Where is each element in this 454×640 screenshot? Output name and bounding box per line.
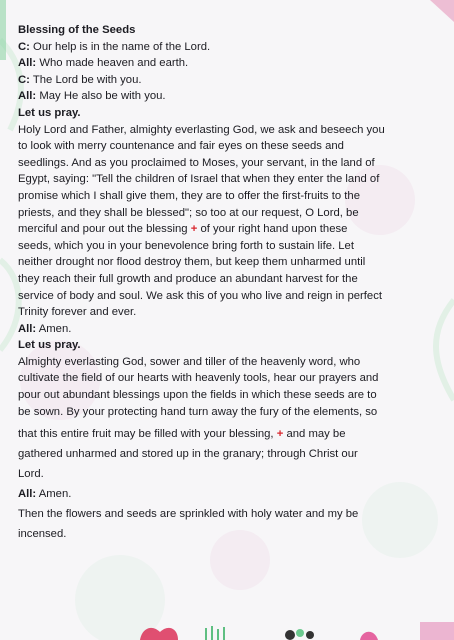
- prayer-heading: Let us pray.: [18, 339, 81, 352]
- prayer-line: seedlings. And as you proclaimed to Moses, your servant, in the land of: [18, 156, 375, 169]
- leaf-decoration: [436, 300, 454, 400]
- speaker-label: All:: [18, 57, 37, 70]
- amen-line: All: Amen.: [18, 488, 72, 501]
- speaker-label: All:: [18, 488, 37, 501]
- prayer-line: neither drought nor flood destroy them, but keep them unharmed until: [18, 256, 366, 269]
- prayer-line: promise which I shall give them, they are to offer the first-fruits to the: [18, 189, 360, 202]
- amen-line: All: Amen.: [18, 322, 72, 335]
- document-title: Blessing of the Seeds: [18, 24, 136, 36]
- leaf-decoration: [0, 260, 19, 350]
- dialogue-text: The Lord be with you.: [29, 73, 142, 86]
- prayer-line: Egypt, saying: "Tell the children of Israel that when they enter the land of: [18, 173, 380, 186]
- red-cross-icon: +: [276, 428, 284, 441]
- prayer-line: seeds, which you in your benevolence bring forth to sustain life. Let: [18, 239, 354, 252]
- prayer-line: Lord.: [18, 468, 44, 481]
- prayer-line: gathered unharmed and stored up in the granary; through Christ our: [18, 448, 358, 461]
- prayer-line-with-cross: merciful and pour out the blessing + of your right hand upon these: [18, 223, 348, 236]
- prayer-line: service of body and soul. We ask this of you who live and reign in perfect: [18, 289, 382, 302]
- edge-decoration: [0, 0, 6, 60]
- prayer-line-with-cross: that this entire fruit may be filled with your blessing, + and may be: [18, 428, 346, 441]
- speaker-label: All:: [18, 90, 37, 103]
- prayer-line: to look with merry countenance and fair eyes on these seeds and: [18, 140, 344, 153]
- prayer-line: cultivate the field of our hearts with heavenly tools, hear our prayers and: [18, 372, 379, 385]
- speaker-label: All:: [18, 322, 37, 335]
- prayer-line: they reach their full growth and produce an abundant harvest for the: [18, 272, 358, 285]
- prayer-line: priests, and they shall be blessed"; so too at our request, O Lord, be: [18, 206, 359, 219]
- speaker-label: C:: [18, 40, 30, 53]
- dialogue-text: Who made heaven and earth.: [36, 57, 189, 70]
- flower-decoration: [75, 555, 165, 640]
- bottom-flower-strip: [140, 622, 454, 640]
- prayer-line: be sown. By your protecting hand turn away the fury of the elements, so: [18, 405, 378, 418]
- dialogue-line: [18, 55, 436, 72]
- speaker-label: C:: [18, 73, 30, 86]
- prayer-heading: Let us pray.: [18, 106, 81, 119]
- dialogue-line: [18, 72, 436, 89]
- prayer-line: Holy Lord and Father, almighty everlasting God, we ask and beseech you: [18, 123, 385, 136]
- rubric-line: incensed.: [18, 528, 67, 541]
- red-cross-icon: +: [190, 223, 198, 236]
- dialogue-line: [18, 39, 436, 56]
- dialogue-line: [18, 88, 436, 105]
- rubric-line: Then the flowers and seeds are sprinkled with holy water and my be: [18, 508, 359, 521]
- prayer-line: pour out abundant blessings upon the fields in which these seeds are to: [18, 389, 377, 402]
- dialogue-text: May He also be with you.: [36, 90, 166, 103]
- corner-decoration: [430, 0, 454, 22]
- prayer-text: [18, 22, 436, 544]
- dialogue-text: Our help is in the name of the Lord.: [29, 40, 211, 53]
- prayer-line: Trinity forever and ever.: [18, 306, 137, 319]
- prayer-line: Almighty everlasting God, sower and tiller of the heavenly word, who: [18, 355, 361, 368]
